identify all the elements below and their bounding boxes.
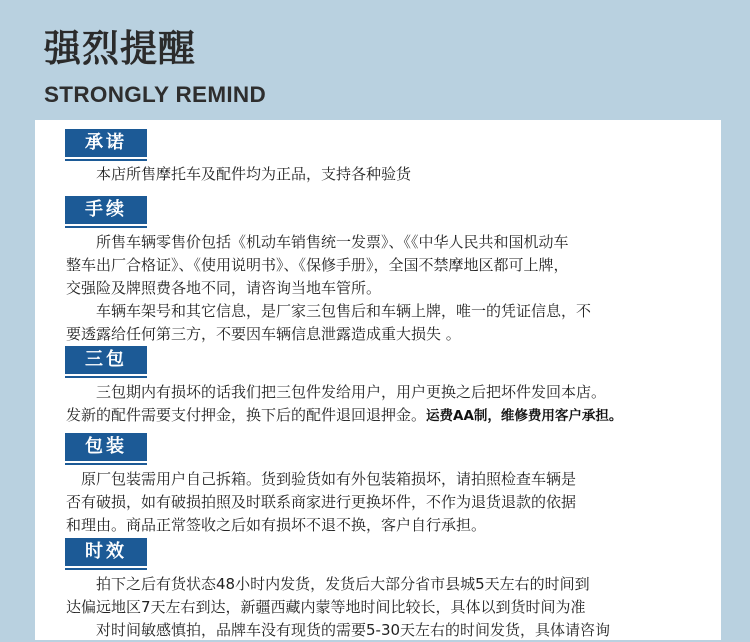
section-text-packaging: 原厂包装需用户自己拆箱。货到验货如有外包装箱损坏，请拍照检查车辆是 否有破损，如有破损拍照及时联系商家进行更换坏件，不作为退货退款的依据 和理由。商品正常签收之后如有损坏不退不换，客户自行承担。 — [66, 470, 577, 534]
page-subtitle: STRONGLY REMIND — [44, 82, 267, 107]
section-text-procedures: 所售车辆零售价包括《机动车销售统一发票》、《《中华人民共和国机动车 整车出厂合格证》、《使用说明书》、《保修手册》，全国不禁摩地区都可上牌， 交强险及牌照费各地不同，请咨询当地车管所。 车辆车架号和其它信息，是厂家三包售后和车辆上牌，唯一的凭证信息，不 要透露给任何第三方，不要因车辆信息泄露造成重大损失 。 — [66, 233, 592, 343]
section-heading-procedures: 手续 — [65, 196, 147, 224]
content-card — [35, 120, 721, 640]
warranty-note: 运费AA制，维修费用客户承担。 — [426, 408, 623, 424]
section-text-timeliness: 拍下之后有货状态48小时内发货，发货后大部分省市县城5天左右的时间到 达偏远地区7天左右到达，新疆西藏内蒙等地时间比较长，具体以到货时间为准 对时间敏感慎拍，品牌车没有现货的需要5-30天左右的时间发货，具体请咨询 — [66, 575, 611, 639]
section-heading-timeliness: 时效 — [65, 538, 147, 566]
section-heading-promise: 承诺 — [65, 129, 147, 157]
section-text-warranty — [66, 381, 706, 428]
section-heading-packaging: 包装 — [65, 433, 147, 461]
section-text-promise: 本店所售摩托车及配件均为正品，支持各种验货 — [66, 165, 412, 183]
warranty-body: 三包期内有损坏的话我们把三包件发给用户，用户更换之后把坏件发回本店。 发新的配件需要支付押金，换下后的配件退回退押金。 — [66, 383, 607, 424]
page-title: 强烈提醒 — [44, 27, 196, 70]
section-heading-warranty: 三包 — [65, 346, 147, 374]
